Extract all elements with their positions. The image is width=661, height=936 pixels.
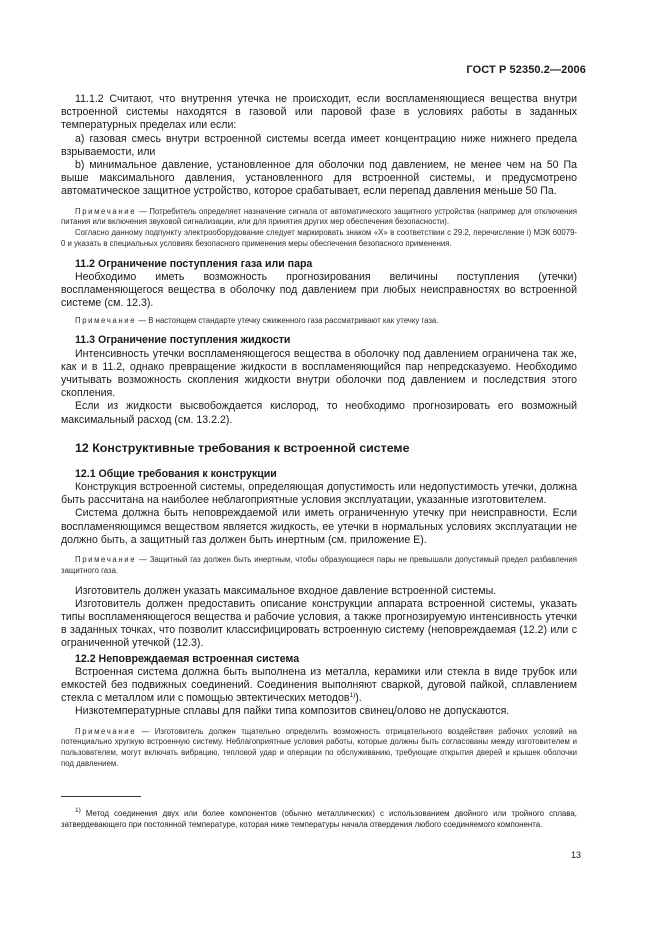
paragraph-12-1-c: Изготовитель должен указать максимальное входное давление встроенной системы. [75,584,497,597]
heading-12-1: 12.1 Общие требования к конструкции [75,467,277,480]
page-number: 13 [570,850,581,860]
paragraph-12-2-a [61,666,577,706]
note-1 [61,207,577,229]
note-2 [61,316,577,327]
footnote-marker: 1) [75,806,81,814]
paragraph-text: Встроенная система должна быть выполнена из металла, керамики или стекла в виде трубок или емкостей без подвижных соединений. Соединения выполняют сваркой, дуговой пайкой, сплавлением стекла с металлом или с помощью эвтектических методов [61,665,577,705]
paragraph-end: ). [355,692,362,705]
note-1-continuation: Согласно данному подпункту электрооборудование следует маркировать знаком «Х» в соответствии с 29.2, перечисление i) МЭК 60079-0 и указать в специальных условиях безопасного применения меры обеспечения безопасного применения. [61,228,577,249]
note-text: — Потребитель определяет назначение сигнала от автоматического защитного устройства (например для отключения питания или включения звуковой сигнализации, или для принятия других мер обеспечения безопасности). [61,206,577,227]
paragraph-11-3-oxygen: Если из жидкости высвобождается кислород, то необходимо прогнозировать его возможный максимальный расход (см. 13.2.2). [61,400,577,426]
paragraph-12-1-a: Конструкция встроенной системы, определяющая допустимость или недопустимость утечки, должна быть рассчитана на наиболее неблагоприятные условия эксплуатации, указанные изготовителем. [61,481,577,507]
heading-11-3: 11.3 Ограничение поступления жидкости [75,334,291,347]
note-label: Примечание [75,315,137,325]
paragraph-12-1-d: Изготовитель должен предоставить описание конструкции аппарата встроенной системы, указать типы воспламеняющегося вещества и рабочие условия, а также прогнозируемую интенсивность утечки в заданных точках, что позволит классифицировать встроенную систему (неповреждаемая (12.2) или с ограниченной утечкой (12.3). [61,597,577,650]
section-12-heading: 12 Конструктивные требования к встроенной системе [75,440,410,455]
list-item-b: b) минимальное давление, установленное для оболочки под давлением, не менее чем на 50 Па выше максимального давления, установленного для встроенной системы, и предусмотрено автоматическое защитное устройство, которое срабатывает, если перепад давления меньше 50 Па. [61,159,577,198]
footnote-ref: 1) [349,692,356,700]
paragraph-11-3: Интенсивность утечки воспламеняющегося вещества в оболочку под давлением ограничена так же, как и в 11.2, однако превращение жидкости в воспламеняющийся пар непредсказуемо. Необходимо учитывать возможность скопления жидкости внутри оболочки под давлением и последствия этого скопления. [61,347,577,400]
paragraph-11-2: Необходимо иметь возможность прогнозирования величины поступления (утечки) воспламеняющегося вещества в оболочку под давлением при любых неисправностях во встроенной системе (см. 12.3). [61,271,577,310]
footnote [61,808,577,830]
note-4 [61,727,577,770]
page-body [61,93,577,770]
heading-12-2: 12.2 Неповреждаемая встроенная система [75,652,300,665]
note-label: Примечание [75,206,137,216]
note-text: — Защитный газ должен быть инертным, чтобы образующиеся пары не превышали допустимый предел разбавления защитного газа. [61,555,577,575]
note-label: Примечание [75,726,137,736]
paragraph-12-1-b: Система должна быть неповреждаемой или иметь ограниченную утечку при неисправности. Если воспламеняющимся веществом является жидкость, ее утечки в нормальных условиях эксплуатации не должно быть, а защитный газ должен быть инертным (см. приложение Е). [61,507,577,546]
heading-11-2: 11.2 Ограничение поступления газа или пара [75,257,313,270]
list-item-a: а) газовая смесь внутри встроенной системы всегда имеет концентрацию ниже нижнего предела взрываемости, или [61,132,577,158]
note-text: — В настоящем стандарте утечку сжиженного газа рассматривают как утечку газа. [136,315,439,325]
note-text: — Изготовитель должен тщательно определить возможность отрицательного воздействия рабочих условий на потенциально хрупкую встроенную систему. Неблагоприятные условия работы, которые должны быть согласованы между изготовителем и пользователем, могут включать вибрацию, тепловой удар и операции по обслуживанию, требующие открытия дверей и крышек оболочки под давлением. [61,726,577,769]
standard-code: ГОСТ Р 52350.2—2006 [466,64,586,76]
clause-11-1-2: 11.1.2 Считают, что внутрення утечка не происходит, если воспламеняющиеся вещества внутри встроенной системы находятся в газовой или паровой фазе в условиях работы в заданных температурных пределах или если: [61,93,577,132]
footnote-divider [61,796,141,797]
note-label: Примечание [75,555,137,565]
note-3 [61,555,577,577]
paragraph-12-2-b: Низкотемпературные сплавы для пайки типа композитов свинец/олово не допускаются. [75,705,510,718]
footnote-text: Метод соединения двух или более компонентов (обычно металлических) с использованием двойного или тройного сплава, затвердевающего при постоянной температуре, которая ниже температуры начала отвердения любого соединяемого компонента. [61,808,577,829]
